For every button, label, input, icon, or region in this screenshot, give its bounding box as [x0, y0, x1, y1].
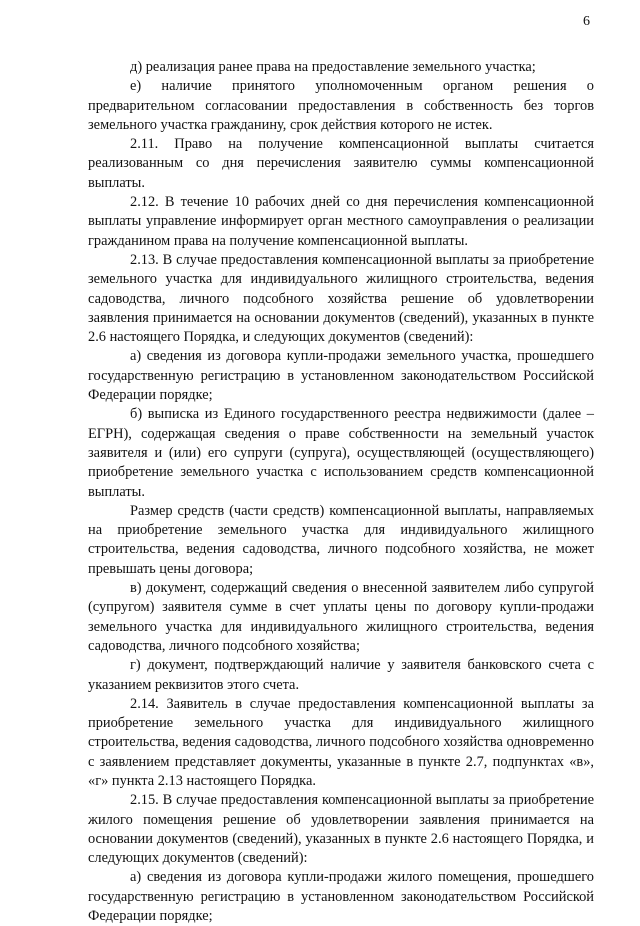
page-number: 6	[583, 14, 590, 29]
paragraph: е) наличие принятого уполномоченным органом решения о предварительном согласовании предоставления в собственность без торгов земельного участка гражданину, срок действия которого не истек.	[88, 78, 594, 133]
paragraph: 2.14. Заявитель в случае предоставления компенсационной выплаты за приобретение земельного участка для индивидуального жилищного строительства, ведения садоводства, личного подсобного хозяйства одновременно с заявлением представляет документы, указанные в пункте 2.7, подпунктах «в», «г» пункта 2.13 настоящего Порядка.	[88, 695, 594, 789]
paragraph: 2.11. Право на получение компенсационной выплаты считается реализованным со дня перечисления заявителю суммы компенсационной выплаты.	[88, 136, 594, 191]
paragraph: г) документ, подтверждающий наличие у заявителя банковского счета с указанием реквизитов этого счета.	[88, 657, 594, 693]
paragraph: б) выписка из Единого государственного реестра недвижимости (далее – ЕГРН), содержащая сведения о праве собственности на земельный участок заявителя и (или) его супруги (супруга), осуществляющей (осуществляющего) приобретение земельного участка с использованием средств компенсационной выплаты.	[88, 406, 594, 500]
paragraph: 2.12. В течение 10 рабочих дней со дня перечисления компенсационной выплаты управление информирует орган местного самоуправления о реализации гражданином права на получение компенсационной выплаты.	[88, 194, 594, 249]
paragraph: 2.13. В случае предоставления компенсационной выплаты за приобретение земельного участка для индивидуального жилищного строительства, ведения садоводства, личного подсобного хозяйства решение об удовлетворении заявления принимается на основании документов (сведений), указанных в пункте 2.6 настоящего Порядка, и следующих документов (сведений):	[88, 251, 594, 346]
document-body	[88, 58, 594, 926]
paragraph: д) реализация ранее права на предоставление земельного участка;	[130, 59, 536, 75]
paragraph: а) сведения из договора купли-продажи земельного участка, прошедшего государственную регистрацию в установленном законодательством Российской Федерации порядке;	[88, 348, 594, 404]
paragraph: 2.15. В случае предоставления компенсационной выплаты за приобретение жилого помещения решение об удовлетворении заявления принимается на основании документов (сведений), указанных в пункте 2.6 настоящего Порядка, и следующих документов (сведений):	[88, 792, 594, 867]
paragraph: в) документ, содержащий сведения о внесенной заявителем либо супругой (супругом) заявителя сумме в счет уплаты цены по договору купли-продажи земельного участка для индивидуального жилищного строительства, ведения садоводства, личного подсобного хозяйства;	[88, 580, 594, 654]
paragraph: Размер средств (части средств) компенсационной выплаты, направляемых на приобретение земельного участка для индивидуального жилищного строительства, ведения садоводства, личного подсобного хозяйства, не может превышать цены договора;	[88, 502, 594, 577]
paragraph: а) сведения из договора купли-продажи жилого помещения, прошедшего государственную регистрацию в установленном законодательством Российской Федерации порядке;	[88, 869, 594, 925]
